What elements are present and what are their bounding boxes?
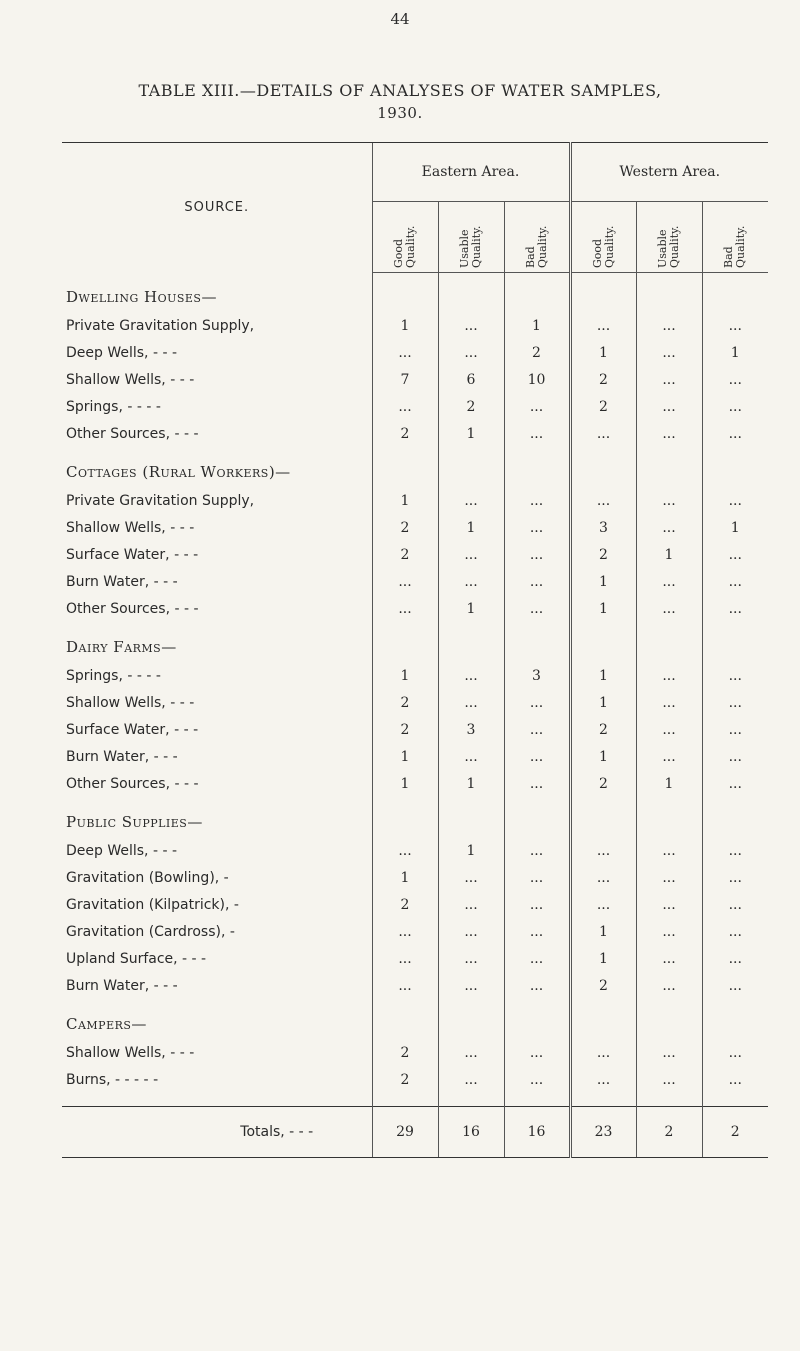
value-cell: ... bbox=[438, 542, 504, 569]
value-cell: ... bbox=[504, 1040, 570, 1067]
value-cell: ... bbox=[570, 865, 636, 892]
value-cell: 2 bbox=[636, 1106, 702, 1157]
value-cell: 2 bbox=[570, 973, 636, 1000]
value-cell: 2 bbox=[372, 690, 438, 717]
value-cell: ... bbox=[504, 838, 570, 865]
value-cell: ... bbox=[504, 946, 570, 973]
value-cell: ... bbox=[636, 919, 702, 946]
value-cell: ... bbox=[438, 744, 504, 771]
value-cell: 2 bbox=[504, 340, 570, 367]
value-cell: 29 bbox=[372, 1106, 438, 1157]
totals-row bbox=[62, 1106, 768, 1157]
value-cell: ... bbox=[504, 690, 570, 717]
value-cell: 1 bbox=[438, 515, 504, 542]
value-cell: ... bbox=[438, 488, 504, 515]
value-cell: ... bbox=[570, 838, 636, 865]
source-label: Other Sources, - - - bbox=[66, 601, 199, 617]
value-cell: ... bbox=[438, 946, 504, 973]
value-cell: 16 bbox=[438, 1106, 504, 1157]
value-cell: ... bbox=[504, 596, 570, 623]
value-cell: ... bbox=[636, 946, 702, 973]
value-cell: ... bbox=[504, 515, 570, 542]
value-cell: 2 bbox=[372, 717, 438, 744]
value-cell: ... bbox=[438, 1067, 504, 1094]
value-cell: 1 bbox=[636, 771, 702, 798]
value-cell: ... bbox=[636, 973, 702, 1000]
source-label: Gravitation (Cardross), - bbox=[66, 924, 235, 940]
table-row bbox=[62, 946, 768, 973]
value-cell: 2 bbox=[570, 771, 636, 798]
table-row bbox=[62, 973, 768, 1000]
value-cell: 2 bbox=[702, 1106, 768, 1157]
eastern-bad-header: Bad Quality. bbox=[504, 202, 570, 273]
value-cell: 1 bbox=[570, 744, 636, 771]
value-cell: 2 bbox=[570, 542, 636, 569]
value-cell: ... bbox=[570, 1040, 636, 1067]
page-number: 44 bbox=[390, 10, 410, 28]
value-cell: ... bbox=[636, 421, 702, 448]
value-cell: 23 bbox=[570, 1106, 636, 1157]
table-row bbox=[62, 394, 768, 421]
value-cell: 1 bbox=[438, 838, 504, 865]
value-cell: ... bbox=[504, 717, 570, 744]
value-cell: 10 bbox=[504, 367, 570, 394]
value-cell: 2 bbox=[570, 394, 636, 421]
value-cell: 2 bbox=[372, 1067, 438, 1094]
value-cell: ... bbox=[570, 421, 636, 448]
western-area-header: Western Area. bbox=[570, 143, 768, 202]
source-label: Springs, - - - - bbox=[66, 668, 161, 684]
value-cell: 2 bbox=[570, 717, 636, 744]
value-cell: ... bbox=[636, 488, 702, 515]
value-cell: ... bbox=[702, 744, 768, 771]
source-label: Upland Surface, - - - bbox=[66, 951, 207, 967]
value-cell: ... bbox=[636, 313, 702, 340]
value-cell: 1 bbox=[702, 515, 768, 542]
table-row bbox=[62, 1067, 768, 1094]
value-cell: ... bbox=[504, 919, 570, 946]
value-cell: ... bbox=[702, 690, 768, 717]
table-row bbox=[62, 771, 768, 798]
value-cell: 1 bbox=[438, 596, 504, 623]
value-cell: 7 bbox=[372, 367, 438, 394]
value-cell: ... bbox=[504, 488, 570, 515]
value-cell: 1 bbox=[372, 744, 438, 771]
value-cell: ... bbox=[636, 892, 702, 919]
source-header: SOURCE. bbox=[62, 143, 372, 273]
value-cell: ... bbox=[438, 313, 504, 340]
table-title bbox=[0, 80, 800, 124]
section-header-row bbox=[62, 448, 768, 488]
value-cell: 3 bbox=[570, 515, 636, 542]
value-cell: ... bbox=[504, 865, 570, 892]
section-title: Dairy Farms— bbox=[66, 637, 177, 656]
value-cell: ... bbox=[636, 1040, 702, 1067]
value-cell: ... bbox=[504, 569, 570, 596]
table-row bbox=[62, 919, 768, 946]
value-cell: 1 bbox=[504, 313, 570, 340]
totals-label: Totals, - - - bbox=[62, 1106, 372, 1157]
value-cell: ... bbox=[636, 515, 702, 542]
value-cell: ... bbox=[636, 596, 702, 623]
source-label: Shallow Wells, - - - bbox=[66, 520, 195, 536]
value-cell: ... bbox=[504, 892, 570, 919]
value-cell: ... bbox=[702, 1040, 768, 1067]
value-cell: ... bbox=[504, 1067, 570, 1094]
value-cell: ... bbox=[504, 394, 570, 421]
table-title-line1: TABLE XIII.—DETAILS OF ANALYSES OF WATER SAMPLES, bbox=[138, 81, 662, 100]
table-row bbox=[62, 596, 768, 623]
value-cell: ... bbox=[504, 421, 570, 448]
value-cell: 2 bbox=[372, 421, 438, 448]
source-label: Burn Water, - - - bbox=[66, 574, 178, 590]
value-cell: ... bbox=[702, 919, 768, 946]
table-row bbox=[62, 892, 768, 919]
value-cell: ... bbox=[702, 717, 768, 744]
value-cell: ... bbox=[636, 1067, 702, 1094]
value-cell: ... bbox=[702, 946, 768, 973]
table-row bbox=[62, 690, 768, 717]
value-cell: ... bbox=[438, 569, 504, 596]
value-cell: 1 bbox=[570, 946, 636, 973]
value-cell: ... bbox=[702, 569, 768, 596]
value-cell: ... bbox=[702, 421, 768, 448]
source-label: Burn Water, - - - bbox=[66, 978, 178, 994]
value-cell: 3 bbox=[438, 717, 504, 744]
value-cell: 1 bbox=[570, 569, 636, 596]
value-cell: 2 bbox=[372, 515, 438, 542]
value-cell: ... bbox=[372, 340, 438, 367]
value-cell: 1 bbox=[438, 771, 504, 798]
value-cell: ... bbox=[570, 488, 636, 515]
source-label: Gravitation (Kilpatrick), - bbox=[66, 897, 239, 913]
value-cell: ... bbox=[702, 1067, 768, 1094]
source-label: Deep Wells, - - - bbox=[66, 345, 178, 361]
source-label: Shallow Wells, - - - bbox=[66, 372, 195, 388]
source-label: Private Gravitation Supply, bbox=[66, 493, 255, 509]
value-cell: ... bbox=[702, 892, 768, 919]
value-cell: ... bbox=[504, 973, 570, 1000]
western-bad-header: Bad Quality. bbox=[702, 202, 768, 273]
water-analysis-table bbox=[62, 142, 768, 1158]
value-cell: 1 bbox=[372, 663, 438, 690]
source-label: Shallow Wells, - - - bbox=[66, 695, 195, 711]
value-cell: 1 bbox=[570, 663, 636, 690]
western-usable-header: Usable Quality. bbox=[636, 202, 702, 273]
eastern-good-header: Good Quality. bbox=[372, 202, 438, 273]
source-label: Burns, - - - - - bbox=[66, 1072, 159, 1088]
table-row bbox=[62, 488, 768, 515]
value-cell: 1 bbox=[570, 596, 636, 623]
eastern-area-header: Eastern Area. bbox=[372, 143, 570, 202]
value-cell: 2 bbox=[570, 367, 636, 394]
value-cell: 1 bbox=[570, 919, 636, 946]
value-cell: ... bbox=[372, 569, 438, 596]
value-cell: ... bbox=[504, 771, 570, 798]
value-cell: ... bbox=[372, 946, 438, 973]
table-row bbox=[62, 313, 768, 340]
value-cell: ... bbox=[636, 340, 702, 367]
value-cell: ... bbox=[438, 663, 504, 690]
table-row bbox=[62, 865, 768, 892]
value-cell: ... bbox=[702, 973, 768, 1000]
section-header-row bbox=[62, 273, 768, 313]
source-label: Other Sources, - - - bbox=[66, 776, 199, 792]
value-cell: ... bbox=[504, 744, 570, 771]
value-cell: ... bbox=[372, 838, 438, 865]
table-row bbox=[62, 663, 768, 690]
section-title: Campers— bbox=[66, 1014, 147, 1033]
value-cell: ... bbox=[702, 542, 768, 569]
table-row bbox=[62, 515, 768, 542]
value-cell: ... bbox=[570, 892, 636, 919]
value-cell: 1 bbox=[570, 690, 636, 717]
value-cell: ... bbox=[636, 569, 702, 596]
value-cell: ... bbox=[438, 892, 504, 919]
value-cell: ... bbox=[702, 663, 768, 690]
value-cell: ... bbox=[438, 690, 504, 717]
value-cell: ... bbox=[636, 690, 702, 717]
table-row bbox=[62, 1040, 768, 1067]
value-cell: 1 bbox=[570, 340, 636, 367]
table-row bbox=[62, 542, 768, 569]
value-cell: 1 bbox=[372, 771, 438, 798]
table-title-line2: 1930. bbox=[377, 104, 423, 122]
value-cell: ... bbox=[636, 865, 702, 892]
value-cell: 6 bbox=[438, 367, 504, 394]
value-cell: 16 bbox=[504, 1106, 570, 1157]
value-cell: ... bbox=[702, 838, 768, 865]
value-cell: ... bbox=[372, 973, 438, 1000]
value-cell: 1 bbox=[438, 421, 504, 448]
table-body bbox=[62, 273, 768, 1158]
value-cell: ... bbox=[702, 596, 768, 623]
value-cell: 1 bbox=[636, 542, 702, 569]
source-label: Other Sources, - - - bbox=[66, 426, 199, 442]
source-label: Surface Water, - - - bbox=[66, 722, 199, 738]
value-cell: 1 bbox=[372, 865, 438, 892]
value-cell: 3 bbox=[504, 663, 570, 690]
source-label: Gravitation (Bowling), - bbox=[66, 870, 229, 886]
value-cell: ... bbox=[702, 367, 768, 394]
value-cell: ... bbox=[702, 313, 768, 340]
value-cell: 1 bbox=[372, 313, 438, 340]
source-label: Burn Water, - - - bbox=[66, 749, 178, 765]
value-cell: ... bbox=[636, 717, 702, 744]
source-label: Deep Wells, - - - bbox=[66, 843, 178, 859]
source-label: Shallow Wells, - - - bbox=[66, 1045, 195, 1061]
table-row bbox=[62, 744, 768, 771]
value-cell: 2 bbox=[438, 394, 504, 421]
table-row bbox=[62, 569, 768, 596]
value-cell: ... bbox=[636, 744, 702, 771]
value-cell: 2 bbox=[372, 1040, 438, 1067]
section-title: Cottages (Rural Workers)— bbox=[66, 462, 291, 481]
value-cell: ... bbox=[636, 394, 702, 421]
value-cell: 1 bbox=[702, 340, 768, 367]
table-row bbox=[62, 340, 768, 367]
value-cell: ... bbox=[702, 771, 768, 798]
section-title: Dwelling Houses— bbox=[66, 287, 217, 306]
table-row bbox=[62, 717, 768, 744]
value-cell: ... bbox=[702, 865, 768, 892]
source-label: Springs, - - - - bbox=[66, 399, 161, 415]
value-cell: ... bbox=[438, 340, 504, 367]
value-cell: ... bbox=[570, 1067, 636, 1094]
source-label: Surface Water, - - - bbox=[66, 547, 199, 563]
value-cell: 2 bbox=[372, 892, 438, 919]
source-label: Private Gravitation Supply, bbox=[66, 318, 255, 334]
value-cell: ... bbox=[702, 394, 768, 421]
value-cell: 1 bbox=[372, 488, 438, 515]
section-title: Public Supplies— bbox=[66, 812, 203, 831]
table-row bbox=[62, 838, 768, 865]
table-row bbox=[62, 367, 768, 394]
value-cell: ... bbox=[438, 973, 504, 1000]
value-cell: ... bbox=[570, 313, 636, 340]
value-cell: ... bbox=[438, 865, 504, 892]
value-cell: ... bbox=[372, 394, 438, 421]
value-cell: ... bbox=[504, 542, 570, 569]
value-cell: ... bbox=[636, 367, 702, 394]
section-header-row bbox=[62, 1000, 768, 1040]
eastern-usable-header: Usable Quality. bbox=[438, 202, 504, 273]
value-cell: ... bbox=[372, 919, 438, 946]
value-cell: ... bbox=[438, 1040, 504, 1067]
table-row bbox=[62, 421, 768, 448]
western-good-header: Good Quality. bbox=[570, 202, 636, 273]
section-header-row bbox=[62, 623, 768, 663]
value-cell: ... bbox=[372, 596, 438, 623]
section-header-row bbox=[62, 798, 768, 838]
value-cell: 2 bbox=[372, 542, 438, 569]
value-cell: ... bbox=[702, 488, 768, 515]
value-cell: ... bbox=[636, 838, 702, 865]
value-cell: ... bbox=[438, 919, 504, 946]
value-cell: ... bbox=[636, 663, 702, 690]
